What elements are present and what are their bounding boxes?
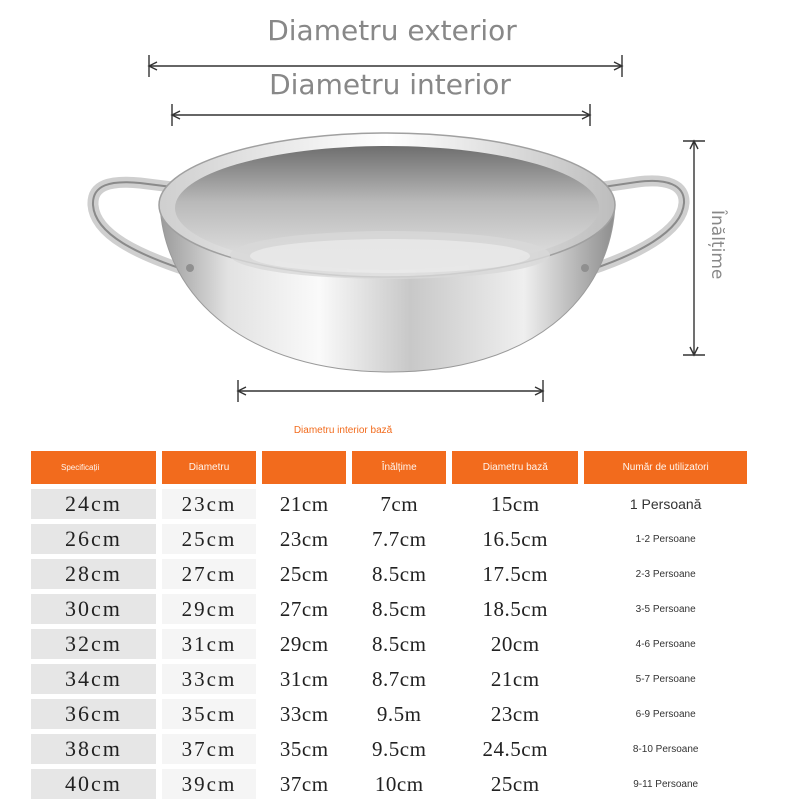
cell-spec: 34cm — [31, 664, 156, 694]
cell-height: 7cm — [352, 489, 446, 519]
cell-diameter: 29cm — [162, 594, 256, 624]
header-height: Înălțime — [352, 451, 446, 484]
table-row — [31, 559, 747, 589]
cell-base-inner-diameter: 37cm — [262, 769, 346, 799]
cell-base-diameter: 25cm — [452, 769, 578, 799]
header-specifications: Specificații — [31, 451, 156, 484]
cell-height: 7.7cm — [352, 524, 446, 554]
table-header-row — [31, 451, 747, 484]
cell-height: 8.5cm — [352, 594, 446, 624]
cell-height: 9.5cm — [352, 734, 446, 764]
header-base-diameter: Diametru bază — [452, 451, 578, 484]
spec-table — [25, 446, 753, 804]
table-row — [31, 489, 747, 519]
cell-spec: 24cm — [31, 489, 156, 519]
base-diameter-arrow — [238, 380, 543, 402]
cell-base-diameter: 21cm — [452, 664, 578, 694]
cell-users: 6-9 Persoane — [584, 699, 747, 729]
inner-diameter-label: Diametru interior — [269, 68, 511, 101]
table-row — [31, 594, 747, 624]
cell-diameter: 37cm — [162, 734, 256, 764]
header-diameter: Diametru — [162, 451, 256, 484]
cell-users: 9-11 Persoane — [584, 769, 747, 799]
cell-spec: 36cm — [31, 699, 156, 729]
cell-base-diameter: 17.5cm — [452, 559, 578, 589]
cell-base-inner-diameter: 25cm — [262, 559, 346, 589]
header-number-of-users: Număr de utilizatori — [584, 451, 747, 484]
cell-base-inner-diameter: 33cm — [262, 699, 346, 729]
outer-diameter-arrow — [149, 55, 622, 77]
cell-base-inner-diameter: 23cm — [262, 524, 346, 554]
header-base-inner-diameter — [262, 451, 346, 484]
inner-diameter-arrow — [172, 104, 590, 126]
cell-users: 1 Persoană — [584, 489, 747, 519]
cell-users: 8-10 Persoane — [584, 734, 747, 764]
cell-users: 3-5 Persoane — [584, 594, 747, 624]
cell-spec: 28cm — [31, 559, 156, 589]
table-row — [31, 699, 747, 729]
cell-users: 5-7 Persoane — [584, 664, 747, 694]
table-row — [31, 734, 747, 764]
cell-base-diameter: 18.5cm — [452, 594, 578, 624]
cell-height: 10cm — [352, 769, 446, 799]
cell-base-inner-diameter: 29cm — [262, 629, 346, 659]
cell-spec: 26cm — [31, 524, 156, 554]
cell-diameter: 27cm — [162, 559, 256, 589]
table-row — [31, 524, 747, 554]
cell-diameter: 25cm — [162, 524, 256, 554]
cell-base-diameter: 15cm — [452, 489, 578, 519]
cell-height: 8.7cm — [352, 664, 446, 694]
height-label: Înălțime — [707, 210, 727, 280]
cell-diameter: 33cm — [162, 664, 256, 694]
cell-spec: 40cm — [31, 769, 156, 799]
cell-spec: 38cm — [31, 734, 156, 764]
cell-base-diameter: 24.5cm — [452, 734, 578, 764]
cell-users: 1-2 Persoane — [584, 524, 747, 554]
outer-diameter-label: Diametru exterior — [267, 14, 517, 47]
cell-users: 4-6 Persoane — [584, 629, 747, 659]
height-arrow — [683, 141, 705, 355]
cell-spec: 32cm — [31, 629, 156, 659]
cell-diameter: 23cm — [162, 489, 256, 519]
cell-diameter: 31cm — [162, 629, 256, 659]
cell-base-diameter: 16.5cm — [452, 524, 578, 554]
cell-spec: 30cm — [31, 594, 156, 624]
cell-diameter: 35cm — [162, 699, 256, 729]
cell-height: 8.5cm — [352, 629, 446, 659]
table-row — [31, 664, 747, 694]
cell-base-inner-diameter: 31cm — [262, 664, 346, 694]
cell-diameter: 39cm — [162, 769, 256, 799]
table-row — [31, 769, 747, 799]
table-row — [31, 629, 747, 659]
cell-height: 8.5cm — [352, 559, 446, 589]
cell-users: 2-3 Persoane — [584, 559, 747, 589]
cell-base-inner-diameter: 21cm — [262, 489, 346, 519]
cell-base-diameter: 23cm — [452, 699, 578, 729]
header-base-inner-diameter-label: Diametru interior bază — [293, 425, 393, 436]
cell-base-diameter: 20cm — [452, 629, 578, 659]
cell-height: 9.5m — [352, 699, 446, 729]
cell-base-inner-diameter: 35cm — [262, 734, 346, 764]
cell-base-inner-diameter: 27cm — [262, 594, 346, 624]
